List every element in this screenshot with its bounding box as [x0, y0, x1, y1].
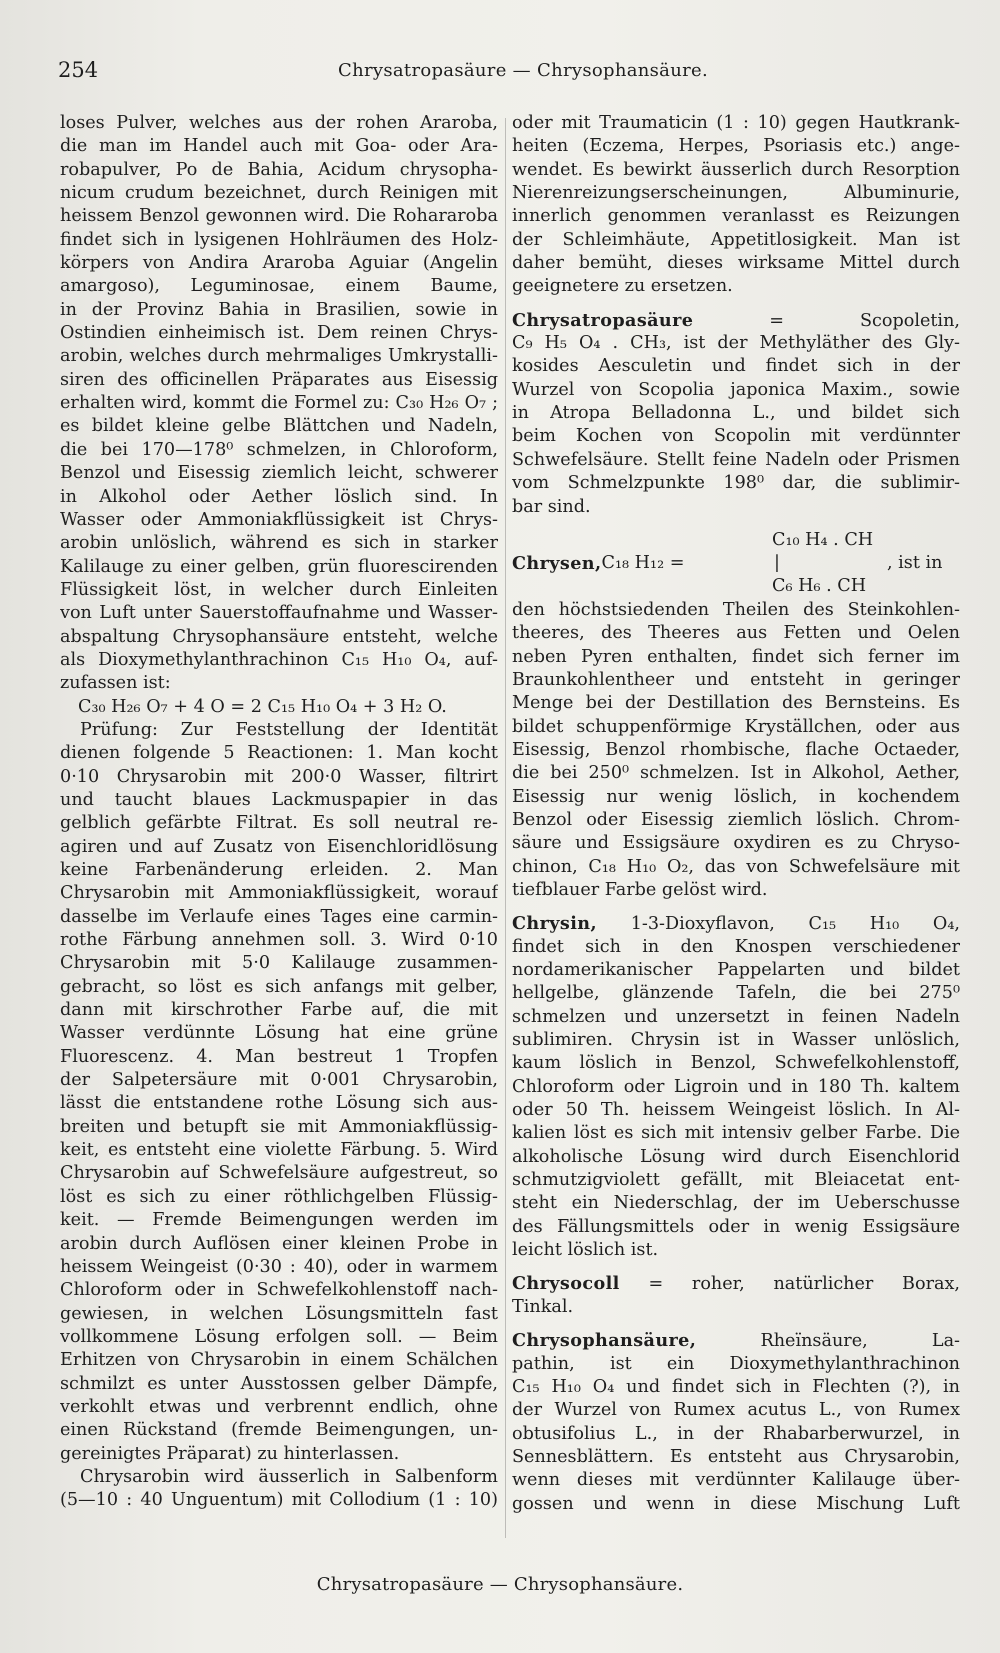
text-line: nordamerikanischer Pappelarten und bildet — [512, 960, 960, 980]
entry-heading: Chrysophansäure, — [512, 1330, 697, 1352]
text-line: arobin unlöslich, während es sich in starker — [60, 533, 498, 554]
text-line: findet sich in den Knospen verschiedener — [512, 936, 960, 957]
text-line: die bei 170—178⁰ schmelzen, in Chloroform, — [60, 439, 498, 460]
text-line: theeres, des Theeres aus Fetten und Oelen — [512, 623, 960, 644]
text-line: kaum löslich in Benzol, Schwefelkohlenstoff, — [512, 1053, 960, 1074]
text-line: Menge bei der Destillation des Bernsteins. Es — [512, 693, 960, 714]
chrysen-sum-formula: C₁₈ H₁₂ = — [601, 552, 685, 573]
text-line: rothe Färbung annehmen soll. 3. Wird 0·10 — [60, 930, 498, 951]
text-line: keit. — Fremde Beimengungen werden im — [60, 1210, 498, 1231]
text-line: Chrysarobin mit 5·0 Kalilauge zusammen- — [60, 953, 498, 974]
text-line: (5—10 : 40 Unguentum) mit Collodium (1 : 10) — [60, 1490, 498, 1511]
text-line: Ostindien einheimisch ist. Dem reinen Chrys- — [60, 323, 498, 344]
text-line: nicum crudum bezeichnet, durch Reinigen mit — [60, 183, 498, 204]
text-line: in Atropa Belladonna L., und bildet sich — [512, 403, 960, 424]
text-line: Chloroform oder in Schwefelkohlenstoff nach- — [60, 1280, 498, 1301]
text-line: heiten (Eczema, Herpes, Psoriasis etc.) ange- — [512, 136, 960, 157]
text-line: der Salpetersäure mit 0·001 Chrysarobin, — [60, 1070, 498, 1091]
text-line: pathin, ist ein Dioxymethylanthrachinon — [512, 1353, 960, 1374]
entry-chrysin — [512, 912, 960, 1262]
text-line: gewiesen, in welchen Lösungsmitteln fast — [60, 1303, 498, 1324]
text-line: C₉ H₅ O₄ . CH₃, ist der Methyläther des Gly- — [512, 333, 960, 354]
text-line: abspaltung Chrysophansäure entsteht, welche — [60, 626, 498, 647]
text-line: Eisessig, Benzol rhombische, flache Octaeder, — [512, 739, 960, 760]
text-line: Prüfung: Zur Feststellung der Identität — [80, 719, 498, 740]
text-line: erhalten wird, kommt die Formel zu: C₃₀ H₂₆ O₇ ; — [60, 393, 498, 414]
text-line: kalien löst es sich mit intensiv gelber Farbe. Die — [512, 1123, 960, 1144]
text-line: heissem Benzol gewonnen wird. Die Rohararoba — [60, 206, 498, 227]
text-line: loses Pulver, welches aus der rohen Araroba, — [60, 113, 498, 133]
text-line: Flüssigkeit löst, in welcher durch Einleiten — [60, 579, 498, 600]
text-line: vollkommene Lösung erfolgen soll. — Beim — [60, 1326, 498, 1347]
text-line: tiefblauer Farbe gelöst wird. — [512, 879, 768, 900]
page-footer: Chrysatropasäure — Chrysophansäure. — [316, 1574, 684, 1595]
struct-bottom: C₆ H₆ . CH — [772, 575, 867, 596]
text-line: löst es sich zu einer röthlichgelben Flüssig- — [60, 1186, 498, 1207]
text-line: verkohlt etwas und verbrennt endlich, ohne — [60, 1396, 498, 1417]
text-line: gereinigtes Präparat) zu hinterlassen. — [60, 1443, 400, 1464]
struct-bond: | — [774, 552, 780, 573]
text-line: Sennesblättern. Es entsteht aus Chrysarobin, — [512, 1446, 960, 1467]
chrysen-formula — [512, 529, 960, 599]
text-line: steht ein Niederschlag, der im Ueberschusse — [512, 1193, 960, 1214]
text-line: innerlich genommen veranlasst es Reizungen — [512, 206, 960, 227]
text-line: der Schleimhäute, Appetitlosigkeit. Man ist — [512, 229, 960, 250]
text-line: daher bemüht, dieses wirksame Mittel durch — [512, 253, 960, 274]
entry-heading: Chrysatropasäure — [512, 309, 694, 331]
text-line: gelblich gefärbte Filtrat. Es soll neutral re- — [60, 813, 498, 834]
text-line: neben Pyren enthalten, findet sich ferner im — [512, 646, 960, 667]
text-line: geeignetere zu ersetzen. — [512, 276, 733, 297]
entry-first-line: Chrysin, 1-3-Dioxyflavon, C₁₅ H₁₀ O₄, — [512, 913, 960, 935]
text-line: gossen und wenn in diese Mischung Luft — [512, 1493, 960, 1514]
text-line: Benzol und Eisessig ziemlich leicht, schwerer — [60, 463, 498, 484]
text-line: sublimiren. Chrysin ist in Wasser unlöslich, — [512, 1030, 960, 1051]
text-line: Wurzel von Scopolia japonica Maxim., sowie — [512, 379, 960, 400]
text-line: einen Rückstand (fremde Beimengungen, un- — [60, 1420, 498, 1441]
text-line: C₁₅ H₁₀ O₄ und findet sich in Flechten (?), in — [512, 1376, 960, 1397]
text-line: findet sich in lysigenen Hohlräumen des Holz- — [60, 229, 498, 250]
text-line: chinon, C₁₈ H₁₀ O₂, das von Schwefelsäure mit — [512, 856, 960, 877]
entry-chrysatropasaeure — [512, 309, 960, 519]
text-line: den höchstsiedenden Theilen des Steinkohlen- — [512, 599, 960, 620]
text-line: gebracht, so löst es sich anfangs mit gelber, — [60, 976, 498, 997]
text-line: Braunkohlentheer und entsteht in geringer — [512, 669, 960, 690]
text-line: oder 50 Th. heissem Weingeist löslich. In Al- — [512, 1100, 960, 1121]
text-line: keine Farbenänderung erleiden. 2. Man — [60, 860, 498, 880]
text-line: agiren und auf Zusatz von Eisenchloridlösung — [60, 836, 498, 857]
text-line: als Dioxymethylanthrachinon C₁₅ H₁₀ O₄, auf- — [60, 649, 498, 670]
text-line: Nierenreizungserscheinungen, Albuminurie, — [512, 183, 960, 204]
right-column — [512, 112, 960, 1516]
text-line: dann mit kirschrother Farbe auf, die mit — [60, 1000, 498, 1021]
text-line: Chrysarobin auf Schwefelsäure aufgestreut, so — [60, 1163, 498, 1184]
text-line: Schwefelsäure. Stellt feine Nadeln oder Prismen — [512, 449, 960, 470]
text-line: 0·10 Chrysarobin mit 200·0 Wasser, filtrirt — [60, 766, 498, 787]
text-line: beim Kochen von Scopolin mit verdünnter — [512, 426, 960, 447]
text-line: vom Schmelzpunkte 198⁰ dar, die sublimir- — [512, 473, 960, 494]
entry-heading: Chrysin, — [512, 913, 597, 935]
text-line: arobin, welches durch mehrmaliges Umkrystalli- — [60, 346, 498, 367]
page-number: 254 — [58, 58, 99, 82]
chrysen-suffix: , ist in — [887, 552, 943, 573]
text-line: der Wurzel von Rumex acutus L., von Rumex — [512, 1400, 960, 1421]
text-line: arobin durch Auflösen einer kleinen Probe in — [60, 1233, 498, 1254]
text-line: kosides Aesculetin und findet sich in der — [512, 356, 960, 377]
text-line: bar sind. — [512, 496, 591, 517]
text-line: breiten und betupft sie mit Ammoniakflüssig- — [60, 1116, 498, 1137]
entry-first-line: Chrysophansäure, Rheïnsäure, La- — [512, 1330, 960, 1352]
entry-chrysocoll — [512, 1272, 960, 1319]
text-line: Chrysarobin wird äusserlich in Salbenform — [80, 1466, 498, 1487]
text-line: keit, es entsteht eine violette Färbung. 5. Wird — [60, 1140, 498, 1161]
text-line: dasselbe im Verlaufe eines Tages eine carmin- — [60, 906, 498, 927]
text-line: Kalilauge zu einer gelben, grün fluorescirenden — [60, 556, 498, 577]
text-line: Erhitzen von Chrysarobin in einem Schälchen — [60, 1350, 498, 1371]
text-line: Wasser verdünnte Lösung hat eine grüne — [60, 1023, 498, 1044]
text-line: die bei 250⁰ schmelzen. Ist in Alkohol, Aether, — [512, 763, 960, 784]
text-line: Tinkal. — [512, 1296, 574, 1317]
text-line: obtusifolius L., in der Rhabarberwurzel, in — [512, 1423, 960, 1444]
text-line: heissem Weingeist (0·30 : 40), oder in warmem — [60, 1256, 498, 1277]
text-line: amargoso), Leguminosae, einem Baume, — [60, 276, 498, 297]
text-line: schmilzt es unter Ausstossen gelber Dämpfe, — [60, 1373, 498, 1394]
text-line: Wasser oder Ammoniakflüssigkeit ist Chrys- — [60, 509, 498, 530]
text-line: Chrysarobin mit Ammoniakflüssigkeit, worauf — [60, 883, 498, 904]
text-line: dienen folgende 5 Reactionen: 1. Man kocht — [60, 743, 498, 764]
text-line: siren des officinellen Präparates aus Eisessig — [60, 369, 498, 390]
text-line: alkoholische Lösung wird durch Eisenchlorid — [512, 1146, 960, 1167]
text-line: es bildet kleine gelbe Blättchen und Nadeln, — [60, 416, 498, 437]
running-head — [58, 58, 960, 88]
text-line: säure und Essigsäure oxydiren es zu Chryso- — [512, 833, 960, 854]
text-line: Fluorescenz. 4. Man bestreut 1 Tropfen — [60, 1046, 498, 1067]
text-line: die man im Handel auch mit Goa- oder Ara- — [60, 136, 498, 157]
text-line: hellgelbe, glänzende Tafeln, die bei 275⁰ — [512, 983, 960, 1004]
entry-first-line: Chrysatropasäure = Scopoletin, — [512, 309, 960, 331]
text-line: in der Provinz Bahia in Brasilien, sowie in — [60, 299, 498, 320]
entry-heading: Chrysen, — [512, 552, 602, 574]
text-line: lässt die entstandene rothe Lösung sich aus- — [60, 1093, 498, 1114]
text-line: schmutzigviolett gefällt, mit Bleiacetat ent- — [512, 1170, 960, 1191]
text-line: robapulver, Po de Bahia, Acidum chrysopha- — [60, 159, 498, 180]
entry-chrysen — [512, 529, 960, 902]
text-line: wenn dieses mit verdünnter Kalilauge über- — [512, 1470, 960, 1491]
text-line: zufassen ist: — [60, 673, 171, 694]
text-line: bildet schuppenförmige Kryställchen, oder aus — [512, 716, 960, 737]
text-line: schmelzen und unzersetzt in feinen Nadeln — [512, 1006, 960, 1027]
running-title: Chrysatropasäure — Chrysophansäure. — [338, 60, 708, 81]
entry-heading: Chrysocoll — [512, 1273, 620, 1295]
text-line: Benzol oder Eisessig ziemlich löslich. Chrom- — [512, 809, 960, 830]
text-line: Chloroform oder Ligroin und in 180 Th. kaltem — [512, 1076, 960, 1097]
column-divider — [505, 118, 506, 1538]
text-line: wendet. Es bewirkt äusserlich durch Resorption — [512, 159, 960, 180]
text-line: körpers von Andira Araroba Aguiar (Angelin — [60, 253, 498, 274]
struct-top: C₁₀ H₄ . CH — [772, 529, 874, 550]
intro-paragraph — [512, 112, 960, 299]
entry-first-line: Chrysocoll = roher, natürlicher Borax, — [512, 1273, 960, 1295]
text-line: oder mit Traumaticin (1 : 10) gegen Hautkrank- — [512, 113, 960, 133]
left-column — [60, 112, 498, 1513]
text-line: von Luft unter Sauerstoffaufnahme und Wasser- — [60, 603, 498, 624]
entry-chrysophansaeure — [512, 1329, 960, 1516]
text-line: Eisessig nur wenig löslich, in kochendem — [512, 786, 960, 807]
text-line: und taucht blaues Lackmuspapier in das — [60, 789, 498, 810]
text-line: leicht löslich ist. — [512, 1240, 659, 1261]
text-line: in Alkohol oder Aether löslich sind. In — [60, 486, 498, 507]
text-line: des Fällungsmittels oder in wenig Essigsäure — [512, 1216, 960, 1237]
text-line: C₃₀ H₂₆ O₇ + 4 O = 2 C₁₅ H₁₀ O₄ + 3 H₂ O. — [78, 696, 447, 717]
